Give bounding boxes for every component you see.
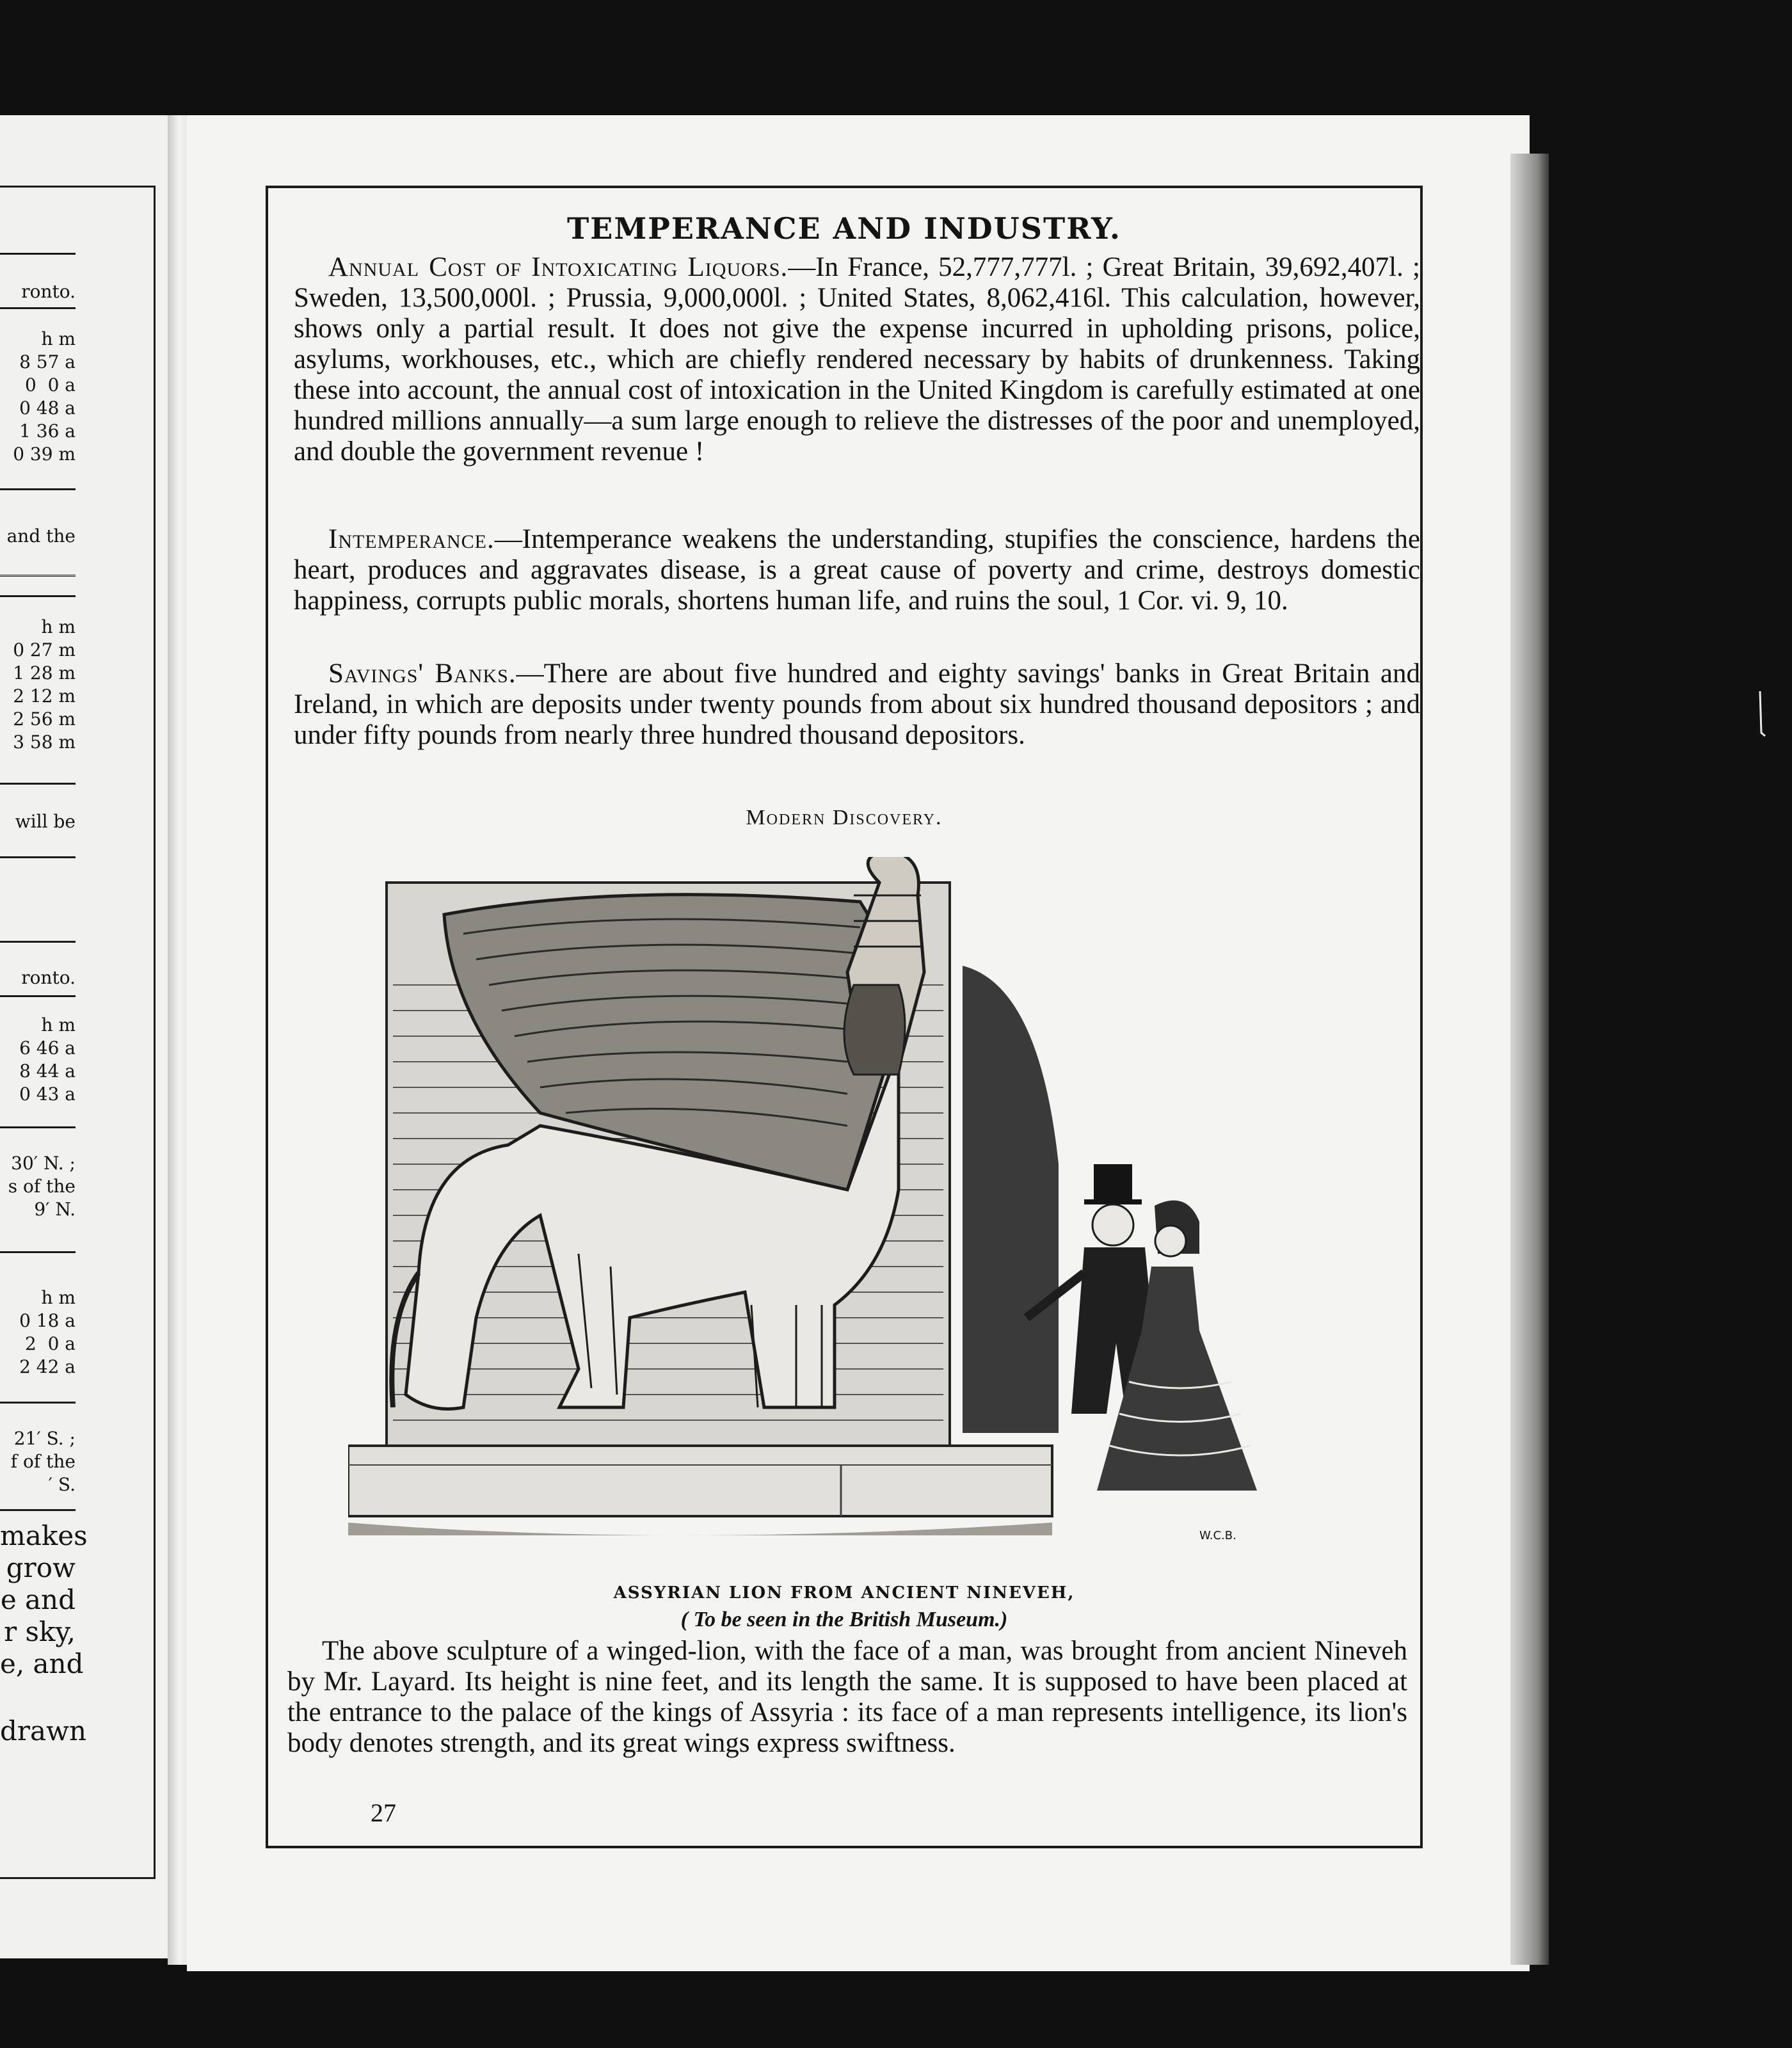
fragment-text: will be <box>15 811 76 832</box>
fragment-text: 0 43 a <box>19 1084 76 1105</box>
fragment-text: 0 48 a <box>19 397 76 419</box>
figure-caption-note: ( To be seen in the British Museum.) <box>680 1608 1008 1631</box>
rule <box>0 307 76 309</box>
rule <box>0 1509 76 1511</box>
fragment-text: 2 56 m <box>13 708 76 730</box>
section-subheading: Modern Discovery. <box>746 806 943 829</box>
fragment-text: r sky, <box>4 1616 76 1647</box>
fragment-text: s of the <box>8 1176 76 1197</box>
left-facing-page <box>0 115 173 1958</box>
fragment-text: 1 28 m <box>13 662 76 684</box>
fragment-text: 1 36 a <box>19 420 76 442</box>
page-content-border <box>266 186 1423 1848</box>
fragment-text: 3 58 m <box>13 732 76 753</box>
fragment-text: 2 42 a <box>19 1356 76 1377</box>
paragraph-heading: Intemperance. <box>328 524 495 554</box>
fragment-text: 0 0 a <box>24 374 76 396</box>
fragment-text: h m <box>41 328 76 349</box>
fragment-text: 0 18 a <box>19 1310 76 1331</box>
paragraph-savings-banks <box>294 659 1420 751</box>
rule <box>0 995 76 997</box>
fragment-text: grow <box>6 1552 76 1583</box>
fragment-text: 30′ N. ; <box>11 1153 76 1174</box>
fragment-text: and the <box>6 525 76 547</box>
rule <box>0 595 76 597</box>
paragraph-body: —In France, 52,777,777l. ; Great Britain, 39,692,407l. ; Sweden, 13,500,000l. ; Prussia, 9,000,000l. ; United States, 8,062,416l. This calculation, however, shows only a partial result. It does not give the expense incurred in upholding prisons, police, asylums, workhouses, etc., which are chiefly rendered necessary by habits of drunkenness. Taking these into account, the annual cost of intoxication in the United Kingdom is carefully estimated at one hundred millions annually—a sum large enough to relieve the distresses of the poor and unemployed, and double the government revenue ! <box>294 252 1420 467</box>
paragraph-annual-cost <box>294 252 1420 467</box>
fragment-text: f of the <box>10 1451 76 1472</box>
fragment-text: makes <box>0 1520 88 1551</box>
figure-caption: ASSYRIAN LION FROM ANCIENT NINEVEH, <box>613 1583 1075 1603</box>
paragraph-body: The above sculpture of a winged-lion, with the face of a man, was brought from ancient Nineveh by Mr. Layard. Its height is nine feet, and its length the same. It is supposed to have been placed at the entrance to the palace of the kings of Assyria : its face of a man represents intelligence, its lion's body denotes strength, and its great wings express swiftness. <box>287 1636 1407 1758</box>
fragment-text: 8 57 a <box>19 351 76 372</box>
rule <box>0 856 76 858</box>
fragment-text: 2 0 a <box>24 1333 76 1354</box>
fragment-text: ronto. <box>21 281 76 302</box>
rule <box>0 1402 76 1404</box>
rule <box>0 941 76 943</box>
fragment-text: 21′ S. ; <box>13 1428 76 1449</box>
scan-mark-icon <box>1759 688 1766 739</box>
fragment-text: h m <box>41 1014 76 1036</box>
rule <box>0 575 76 580</box>
rule <box>0 1251 76 1253</box>
page-title: TEMPERANCE AND INDUSTRY. <box>567 211 1121 246</box>
fragment-text: 8 44 a <box>19 1060 76 1082</box>
paragraph-sculpture <box>287 1636 1407 1759</box>
rule <box>0 1126 76 1128</box>
fragment-text: 2 12 m <box>13 685 76 707</box>
rule <box>0 783 76 785</box>
book-gutter <box>168 115 187 1965</box>
paragraph-body: —There are about five hundred and eighty savings' banks in Great Britain and Ireland, in which are deposits under twenty pounds from about six hundred thousand depositors ; and under fifty pounds from nearly three hundred thousand depositors. <box>294 659 1420 750</box>
paragraph-intemperance <box>294 524 1420 616</box>
fragment-text: h m <box>41 616 76 637</box>
fragment-text: 0 27 m <box>13 639 76 660</box>
paragraph-body: —Intemperance weakens the understanding, stupifies the conscience, hardens the heart, produces and aggravates disease, is a great cause of poverty and crime, destroys domestic happiness, corrupts public morals, shortens human life, and ruins the soul, 1 Cor. vi. 9, 10. <box>294 524 1420 616</box>
fragment-text: 9′ N. <box>34 1199 76 1220</box>
page-edge-stack <box>1510 154 1549 1965</box>
fragment-text: e and <box>0 1584 76 1615</box>
engraver-signature: W.C.B. <box>1199 1529 1236 1542</box>
page-number: 27 <box>371 1798 396 1827</box>
rule <box>0 488 76 490</box>
paragraph-heading: Savings' Banks. <box>328 659 516 689</box>
paragraph-heading: Annual Cost of Intoxicating Liquors. <box>328 252 788 282</box>
fragment-text: ′ S. <box>48 1474 76 1495</box>
fragment-text: 6 46 a <box>19 1037 76 1059</box>
winged-lion-engraving <box>348 857 1411 1580</box>
fragment-text: ronto. <box>21 967 76 988</box>
fragment-text: drawn <box>0 1715 87 1747</box>
fragment-text: 0 39 m <box>13 444 76 465</box>
fragment-text: h m <box>41 1287 76 1308</box>
fragment-text: e, and <box>0 1648 84 1679</box>
rule <box>0 253 76 255</box>
